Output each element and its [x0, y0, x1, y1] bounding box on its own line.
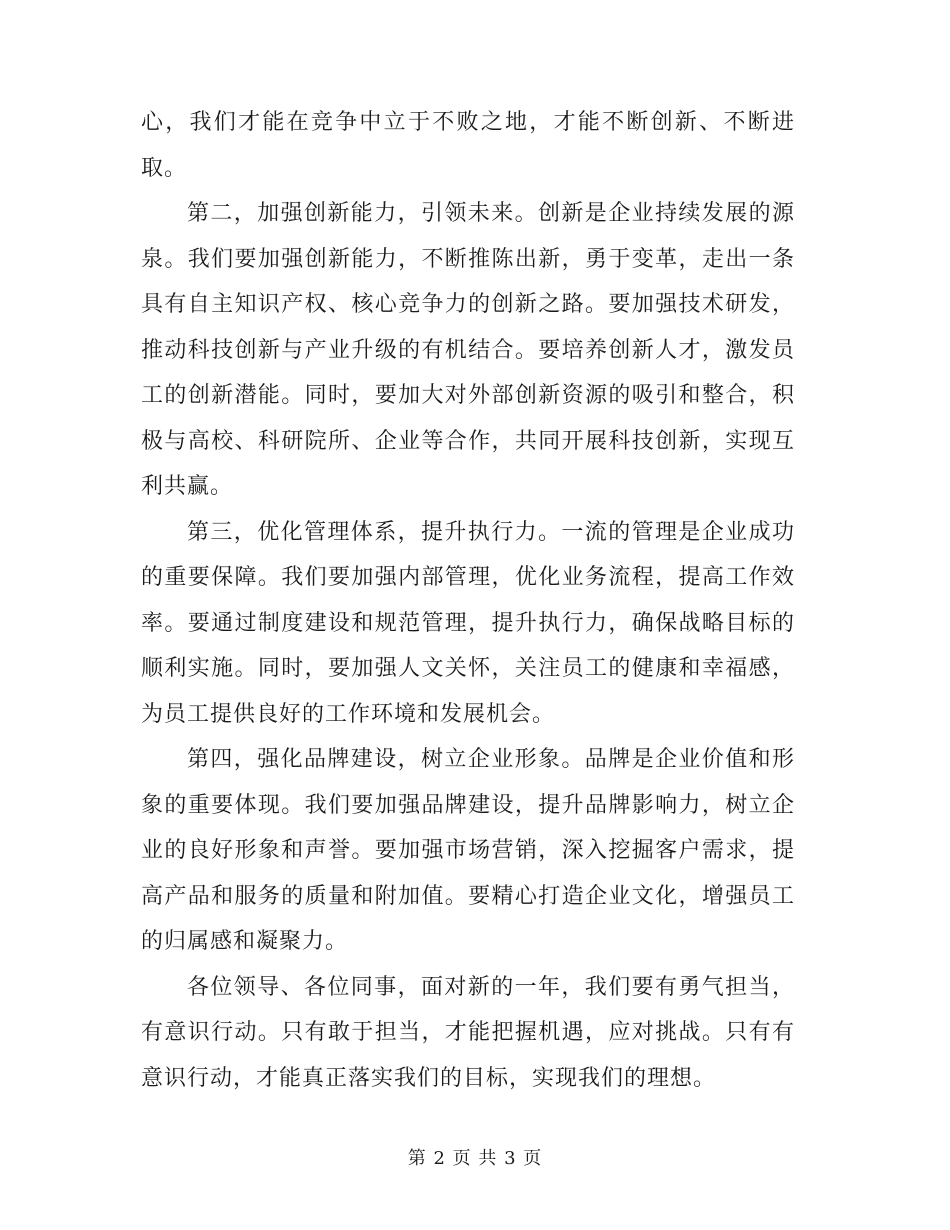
document-body [141, 100, 795, 1101]
paragraph-management: 第三，优化管理体系，提升执行力。一流的管理是企业成功的重要保障。我们要加强内部管理，优化业务流程，提高工作效率。要通过制度建设和规范管理，提升执行力，确保战略目标的顺利实施。同时，要加强人文关怀，关注员工的健康和幸福感，为员工提供良好的工作环境和发展机会。 [141, 519, 795, 727]
page-number-footer: 第 2 页 共 3 页 [407, 1148, 543, 1169]
paragraph-brand: 第四，强化品牌建设，树立企业形象。品牌是企业价值和形象的重要体现。我们要加强品牌建设，提升品牌影响力，树立企业的良好形象和声誉。要加强市场营销，深入挖掘客户需求，提高产品和服务的质量和附加值。要精心打造企业文化，增强员工的归属感和凝聚力。 [141, 747, 795, 954]
paragraph-closing: 各位领导、各位同事，面对新的一年，我们要有勇气担当，有意识行动。只有敢于担当，才能把握机遇，应对挑战。只有有意识行动，才能真正落实我们的目标，实现我们的理想。 [141, 974, 795, 1091]
paragraph-innovation: 第二，加强创新能力，引领未来。创新是企业持续发展的源泉。我们要加强创新能力，不断推陈出新，勇于变革，走出一条具有自主知识产权、核心竞争力的创新之路。要加强技术研发，推动科技创新与产业升级的有机结合。要培养创新人才，激发员工的创新潜能。同时，要加大对外部创新资源的吸引和整合，积极与高校、科研院所、企业等合作，共同开展科技创新，实现互利共赢。 [141, 201, 795, 499]
paragraph-continuation: 心，我们才能在竞争中立于不败之地，才能不断创新、不断进取。 [141, 110, 795, 181]
